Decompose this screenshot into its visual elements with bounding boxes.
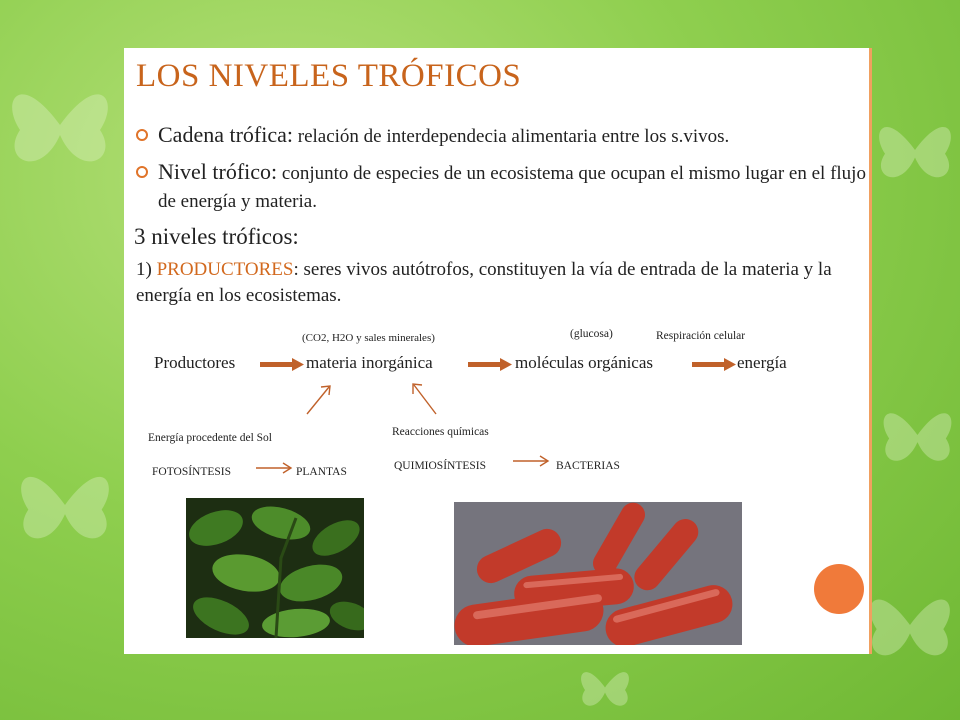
bacteria-photo bbox=[454, 502, 742, 645]
result-bacteria: BACTERIAS bbox=[556, 460, 620, 472]
chain-materia-inorganica: materia inorgánica bbox=[306, 353, 433, 372]
butterfly-icon bbox=[875, 380, 960, 490]
butterfly-icon bbox=[10, 430, 120, 580]
bullet-description: relación de interdependecia alimentaria entre los s.vivos. bbox=[293, 126, 730, 147]
producers-definition bbox=[136, 257, 866, 309]
plants-photo bbox=[186, 498, 364, 638]
process-photosynthesis: FOTOSÍNTESIS bbox=[152, 466, 232, 478]
butterfly-icon bbox=[0, 60, 120, 190]
source-chemical: Reacciones químicas bbox=[392, 426, 489, 438]
note-inorganic: (CO2, H2O y sales minerales) bbox=[302, 332, 435, 344]
bullet-term: Nivel trófico: bbox=[158, 159, 278, 184]
bullet-ring-icon bbox=[136, 129, 148, 141]
thin-arrow-icon bbox=[255, 461, 293, 475]
chain-arrow-icon bbox=[691, 357, 737, 371]
bullet-description: conjunto de especies de un ecosistema que ocupan el mismo lugar en el flujo de energía y materia. bbox=[158, 163, 866, 212]
process-chemosynthesis: QUIMIOSÍNTESIS bbox=[394, 460, 486, 472]
bullet-ring-icon bbox=[136, 166, 148, 178]
chain-energia: energía bbox=[737, 353, 787, 372]
chain-arrow-icon bbox=[467, 357, 513, 371]
chain-productores: Productores bbox=[154, 353, 236, 372]
item-number: 1) bbox=[136, 259, 157, 280]
butterfly-icon bbox=[860, 560, 960, 690]
producers-term: PRODUCTORES bbox=[156, 259, 294, 280]
section-subheading: 3 niveles tróficos: bbox=[134, 224, 299, 249]
butterfly-icon bbox=[870, 90, 960, 210]
chain-arrow-icon bbox=[260, 357, 304, 371]
slide-title: LOS NIVELES TRÓFICOS bbox=[136, 58, 522, 94]
chain-moleculas-organicas: moléculas orgánicas bbox=[515, 353, 654, 372]
note-energy: Respiración celular bbox=[656, 330, 746, 342]
result-plants: PLANTAS bbox=[296, 466, 347, 478]
decorative-orange-circle bbox=[814, 564, 864, 614]
diagonal-arrow-icon bbox=[410, 380, 438, 416]
note-organic: (glucosa) bbox=[570, 328, 613, 340]
slide-content bbox=[124, 48, 872, 654]
source-sun: Energía procedente del Sol bbox=[148, 432, 273, 444]
thin-arrow-icon bbox=[512, 454, 550, 468]
diagonal-arrow-icon bbox=[304, 382, 334, 416]
butterfly-icon bbox=[560, 655, 650, 720]
producers-description: : seres vivos autótrofos, constituyen la vía de entrada de la materia y la energía en los ecosistemas. bbox=[136, 259, 832, 306]
bullet-term: Cadena trófica: bbox=[158, 122, 293, 147]
